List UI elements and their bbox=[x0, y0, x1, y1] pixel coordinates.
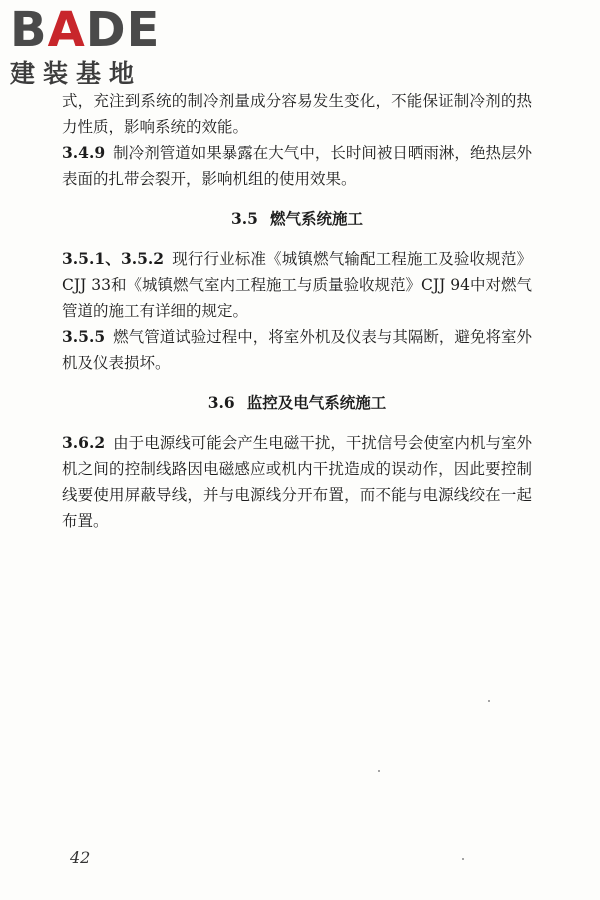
logo-subtitle: 建装基地 bbox=[10, 59, 143, 88]
clause-3-6-2 bbox=[62, 430, 532, 534]
clause-text: 现行行业标准《城镇燃气输配工程施工及验收规范》CJJ 33和《城镇燃气室内工程施工与质量验收规范》CJJ 94中对燃气管道的施工有详细的规定。 bbox=[62, 250, 532, 320]
scan-speck bbox=[378, 770, 380, 772]
bade-logo bbox=[10, 2, 180, 92]
section-heading-3-5 bbox=[62, 206, 532, 232]
section-heading-3-6 bbox=[62, 390, 532, 416]
clause-3-5-1 bbox=[62, 246, 532, 324]
section-title: 燃气系统施工 bbox=[269, 209, 363, 228]
clause-3-4-9 bbox=[62, 140, 532, 192]
clause-number: 3.4.9 bbox=[62, 143, 106, 162]
clause-3-5-5 bbox=[62, 324, 532, 376]
clause-number: 3.5.5 bbox=[62, 327, 106, 346]
scan-speck bbox=[462, 858, 464, 860]
logo-wordmark: B A D E bbox=[10, 2, 161, 58]
scan-speck bbox=[488, 700, 490, 702]
page-number: 42 bbox=[70, 848, 91, 867]
section-number: 3.6 bbox=[207, 393, 235, 412]
section-number: 3.5 bbox=[231, 209, 258, 228]
clause-number: 3.5.1、3.5.2 bbox=[62, 249, 165, 268]
document-body bbox=[62, 88, 532, 534]
section-title: 监控及电气系统施工 bbox=[246, 393, 387, 412]
paragraph-continued: 式，充注到系统的制冷剂量成分容易发生变化，不能保证制冷剂的热力性质，影响系统的效能。 bbox=[62, 92, 532, 136]
clause-number: 3.6.2 bbox=[62, 433, 106, 452]
clause-text: 制冷剂管道如果暴露在大气中，长时间被日晒雨淋，绝热层外表面的扎带会裂开，影响机组的使用效果。 bbox=[62, 144, 532, 188]
clause-text: 由于电源线可能会产生电磁干扰，干扰信号会使室内机与室外机之间的控制线路因电磁感应或机内干扰造成的误动作，因此要控制线要使用屏蔽导线，并与电源线分开布置，而不能与电源线绞在一起布置。 bbox=[62, 434, 532, 530]
clause-text: 燃气管道试验过程中，将室外机及仪表与其隔断，避免将室外机及仪表损坏。 bbox=[62, 328, 532, 372]
